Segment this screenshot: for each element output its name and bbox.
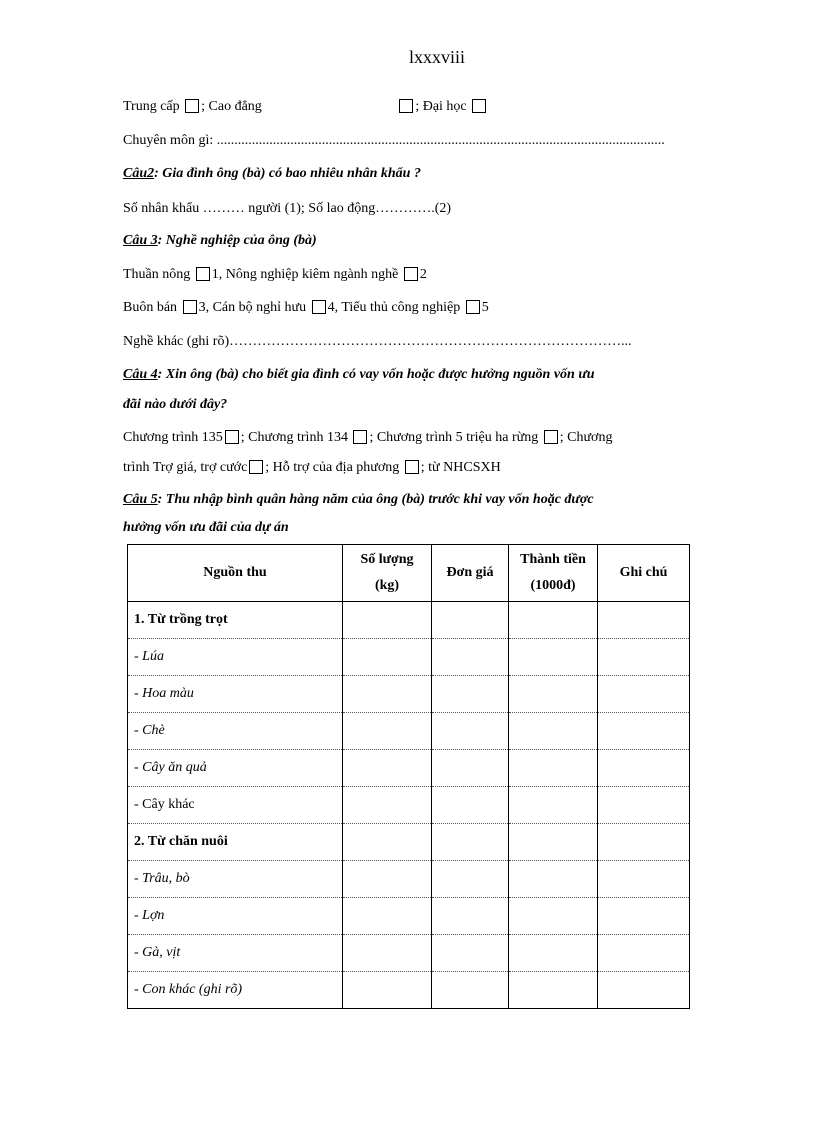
table-row [128, 898, 690, 935]
question-5-heading [123, 491, 691, 509]
question-5-text-line1: : Thu nhập bình quân hàng năm của ông (bà) trước khi vay vốn hoặc được [157, 492, 594, 507]
header-thanh-tien-line2: (1000đ) [530, 578, 576, 593]
buon-ban-label: Buôn bán [123, 300, 178, 315]
dai-hoc-checkbox[interactable] [472, 99, 486, 113]
cao-dang-label: ; Cao đẳng [201, 99, 262, 114]
cell-don-gia[interactable] [432, 935, 509, 972]
cell-ghi-chu[interactable] [598, 935, 690, 972]
cell-don-gia[interactable] [432, 824, 509, 861]
cell-ghi-chu[interactable] [598, 861, 690, 898]
cell-ghi-chu[interactable] [598, 639, 690, 676]
program-135-checkbox[interactable] [225, 430, 239, 444]
cell-so-luong[interactable] [343, 824, 432, 861]
cell-so-luong[interactable] [343, 787, 432, 824]
question-4-text-line1: : Xin ông (bà) cho biết gia đình có vay vốn hoặc được hưởng nguồn vốn ưu [157, 367, 595, 382]
header-so-luong-line1: Số lượng [360, 552, 414, 567]
cell-ghi-chu[interactable] [598, 713, 690, 750]
question-4-heading [123, 366, 691, 384]
thuan-nong-label: Thuần nông [123, 267, 191, 282]
dai-hoc-label: ; Đại học [415, 99, 467, 114]
cell-ghi-chu[interactable] [598, 824, 690, 861]
table-row [128, 972, 690, 1009]
row-label: - Cây ăn quả [128, 750, 343, 787]
cell-don-gia[interactable] [432, 861, 509, 898]
row-label: - Gà, vịt [128, 935, 343, 972]
cell-don-gia[interactable] [432, 713, 509, 750]
program-135-label: Chương trình 135 [123, 430, 223, 445]
row-label: 1. Từ trồng trọt [128, 602, 343, 639]
table-row [128, 639, 690, 676]
cell-ghi-chu[interactable] [598, 898, 690, 935]
chuyen-mon-label: Chuyên môn gì: [123, 133, 214, 148]
tieu-thu-checkbox[interactable] [466, 300, 480, 314]
header-nguon-thu: Nguồn thu [128, 545, 343, 602]
nong-nghiep-checkbox[interactable] [404, 267, 418, 281]
program-chuong-label: ; Chương [559, 430, 613, 445]
question-5-label: Câu 5 [123, 492, 158, 507]
tieu-thu-number: 5 [481, 300, 489, 315]
ho-tro-label: ; Hỗ trợ của địa phương [265, 460, 400, 475]
cell-don-gia[interactable] [432, 787, 509, 824]
nhcsxh-label: ; từ NHCSXH [420, 460, 501, 475]
cell-so-luong[interactable] [343, 750, 432, 787]
cell-so-luong[interactable] [343, 861, 432, 898]
buon-ban-checkbox[interactable] [183, 300, 197, 314]
row-label: - Lợn [128, 898, 343, 935]
cell-ghi-chu[interactable] [598, 602, 690, 639]
question-3-heading [123, 232, 691, 250]
cell-thanh-tien[interactable] [509, 676, 598, 713]
cell-thanh-tien[interactable] [509, 824, 598, 861]
row-label: - Lúa [128, 639, 343, 676]
table-row [128, 713, 690, 750]
cell-thanh-tien[interactable] [509, 713, 598, 750]
cell-don-gia[interactable] [432, 972, 509, 1009]
row-label: 2. Từ chăn nuôi [128, 824, 343, 861]
education-level-line [123, 98, 691, 116]
can-bo-checkbox[interactable] [312, 300, 326, 314]
row-label: - Trâu, bò [128, 861, 343, 898]
cell-thanh-tien[interactable] [509, 787, 598, 824]
program-134-checkbox[interactable] [353, 430, 367, 444]
income-table [127, 544, 690, 1009]
nghe-khac-line[interactable]: Nghề khác (ghi rõ)…………………………………………………………………………... [123, 334, 632, 349]
thuan-nong-checkbox[interactable] [196, 267, 210, 281]
cell-thanh-tien[interactable] [509, 935, 598, 972]
table-row [128, 750, 690, 787]
program-5trieu-label: ; Chương trình 5 triệu ha rừng [369, 430, 539, 445]
table-row [128, 861, 690, 898]
header-don-gia: Đơn giá [432, 545, 509, 602]
header-so-luong-line2: (kg) [374, 578, 400, 593]
question-4-text-line2: đãi nào dưới đây? [123, 397, 228, 412]
row-label: - Con khác (ghi rõ) [128, 972, 343, 1009]
question-2-answer[interactable]: Số nhân khẩu ……… người (1); Số lao động………….(2) [123, 201, 452, 216]
cell-ghi-chu[interactable] [598, 972, 690, 1009]
row-label: - Chè [128, 713, 343, 750]
table-row [128, 824, 690, 861]
cell-so-luong[interactable] [343, 639, 432, 676]
table-row [128, 676, 690, 713]
row-label: - Cây khác [128, 787, 343, 824]
cell-ghi-chu[interactable] [598, 787, 690, 824]
loan-programs-line-2 [123, 459, 691, 477]
header-thanh-tien-line1: Thành tiền [520, 552, 586, 567]
cell-so-luong[interactable] [343, 602, 432, 639]
cell-thanh-tien[interactable] [509, 639, 598, 676]
question-2-text: : Gia đình ông (bà) có bao nhiêu nhân khẩu ? [154, 166, 421, 181]
cell-ghi-chu[interactable] [598, 750, 690, 787]
row-label: - Hoa màu [128, 676, 343, 713]
table-row [128, 602, 690, 639]
program-5trieu-checkbox[interactable] [544, 430, 558, 444]
cell-so-luong[interactable] [343, 713, 432, 750]
question-3-label: Câu 3 [123, 233, 158, 248]
cell-so-luong[interactable] [343, 676, 432, 713]
header-so-luong [343, 545, 432, 602]
table-header-row [128, 545, 690, 602]
cell-thanh-tien[interactable] [509, 861, 598, 898]
cell-so-luong[interactable] [343, 935, 432, 972]
tro-gia-label: trình Trợ giá, trợ cước [123, 460, 248, 475]
nong-nghiep-label: 1, Nông nghiệp kiêm ngành nghề [211, 267, 399, 282]
cell-ghi-chu[interactable] [598, 676, 690, 713]
question-3-text: : Nghề nghiệp của ông (bà) [157, 233, 317, 248]
loan-programs-line-1 [123, 429, 691, 447]
cell-don-gia[interactable] [432, 676, 509, 713]
ho-tro-checkbox[interactable] [405, 460, 419, 474]
can-bo-label: 3, Cán bộ nghỉ hưu [198, 300, 307, 315]
table-row [128, 935, 690, 972]
page-number: lxxxviii [408, 47, 465, 67]
table-row [128, 787, 690, 824]
cell-thanh-tien[interactable] [509, 898, 598, 935]
chuyen-mon-line [123, 132, 691, 150]
program-134-label: ; Chương trình 134 [240, 430, 348, 445]
occupation-line-2 [123, 299, 691, 317]
tro-gia-checkbox[interactable] [249, 460, 263, 474]
chuyen-mon-dots[interactable]: ................................................................................................................................ [216, 133, 665, 148]
occupation-line-1 [123, 266, 691, 284]
cell-so-luong[interactable] [343, 972, 432, 1009]
cell-thanh-tien[interactable] [509, 750, 598, 787]
question-2-label: Câu2 [123, 166, 155, 181]
question-2-heading [123, 165, 691, 183]
question-5-text-line2: hưởng vốn ưu đãi của dự án [123, 520, 289, 535]
trung-cap-checkbox[interactable] [185, 99, 199, 113]
cell-thanh-tien[interactable] [509, 972, 598, 1009]
header-ghi-chu: Ghi chú [598, 545, 690, 602]
nong-nghiep-number: 2 [419, 267, 427, 282]
cell-don-gia[interactable] [432, 602, 509, 639]
cell-thanh-tien[interactable] [509, 602, 598, 639]
question-4-label: Câu 4 [123, 367, 158, 382]
tieu-thu-label: 4, Tiểu thủ công nghiệp [327, 300, 461, 315]
cell-so-luong[interactable] [343, 898, 432, 935]
cao-dang-checkbox[interactable] [399, 99, 413, 113]
cell-don-gia[interactable] [432, 639, 509, 676]
trung-cap-label: Trung cấp [123, 99, 180, 114]
header-thanh-tien [509, 545, 598, 602]
cell-don-gia[interactable] [432, 898, 509, 935]
cell-don-gia[interactable] [432, 750, 509, 787]
